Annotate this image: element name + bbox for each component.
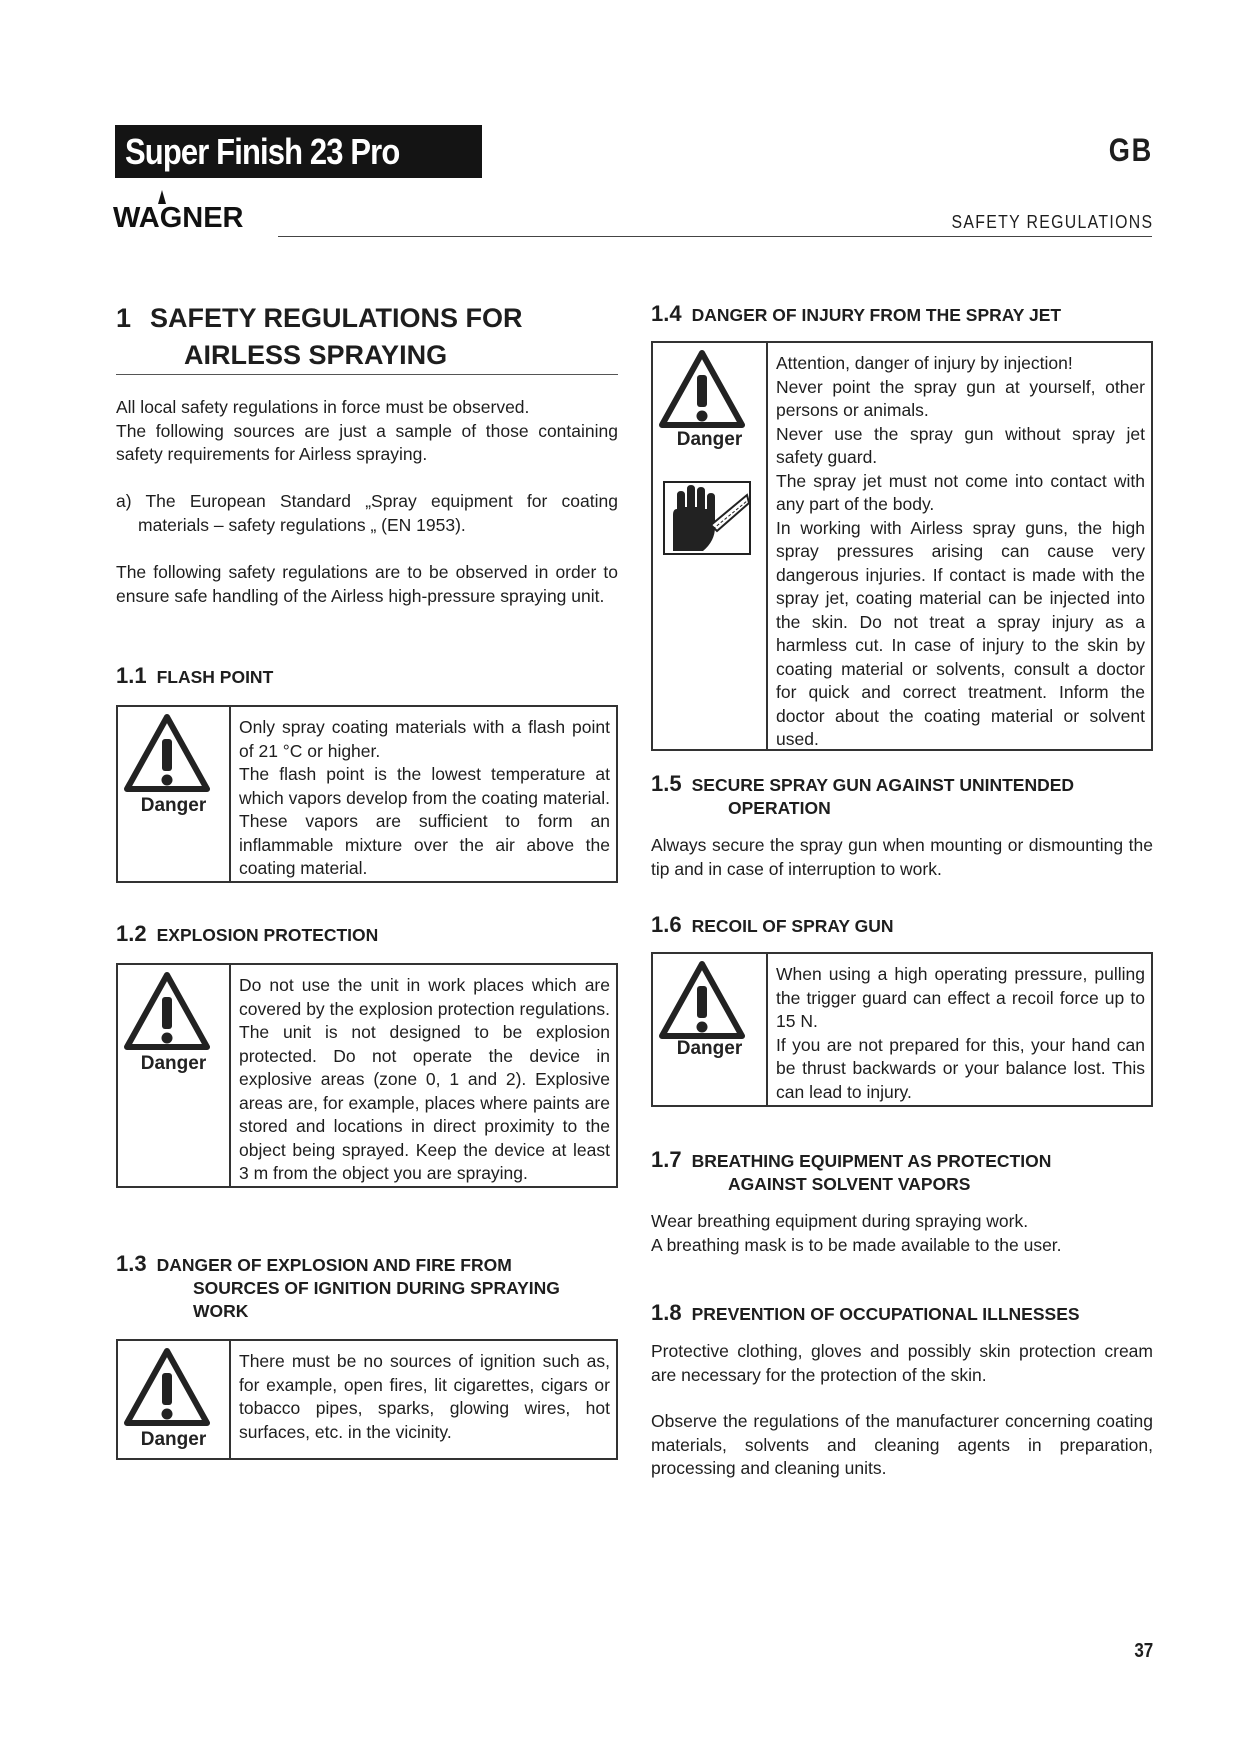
section-title-line2: SOURCES OF IGNITION DURING SPRAYING	[193, 1278, 560, 1298]
flash-point-text	[231, 707, 616, 881]
secure-gun-text: Always secure the spray gun when mounting or dismounting the tip and in case of interruption to work.	[651, 835, 1153, 879]
section-title: EXPLOSION PROTECTION	[156, 925, 379, 945]
section-1-5-heading	[651, 772, 1074, 820]
spray-jet-text	[768, 343, 1151, 749]
product-title-box	[115, 125, 482, 178]
breathing-text-line1: Wear breathing equipment during spraying work.	[651, 1211, 1029, 1231]
section-title-line2: AGAINST SOLVENT VAPORS	[728, 1174, 971, 1194]
product-title: Super Finish 23 Pro	[125, 131, 400, 172]
section-1-4-heading	[651, 302, 1061, 327]
following-paragraph: The following safety regulations are to be observed in order to ensure safe handling of the Airless high-pressure spraying unit.	[116, 562, 618, 606]
spray-jet-warning-box	[651, 341, 1153, 751]
intro-line2: The following sources are just a sample of those containing safety requirements for Airless spraying.	[116, 420, 618, 464]
section-1-7-heading	[651, 1148, 1051, 1196]
spray-jet-text-line2: Never point the spray gun at yourself, other persons or animals.	[776, 376, 1145, 420]
breathing-text-line2: A breathing mask is to be made available to the user.	[651, 1234, 1062, 1255]
standard-item: a) The European Standard „Spray equipment for coating materials – safety regulations „ (EN 1953).	[116, 491, 618, 535]
section-1-3-heading	[116, 1252, 560, 1323]
section-number: 1.5	[651, 771, 682, 796]
section-1-2-heading	[116, 922, 378, 947]
danger-icon-cell	[653, 954, 768, 1105]
danger-label: Danger	[676, 429, 743, 450]
chapter-title-line2: AIRLESS SPRAYING	[184, 340, 448, 370]
breathing-text	[651, 1210, 1153, 1257]
chapter-number: 1	[116, 303, 132, 333]
section-number: 1.3	[116, 1251, 147, 1276]
section-1-6-heading	[651, 913, 894, 938]
explosion-protection-warning-box	[116, 963, 618, 1188]
section-title: PREVENTION OF OCCUPATIONAL ILLNESSES	[691, 1304, 1080, 1324]
recoil-warning-box	[651, 952, 1153, 1107]
header-divider	[278, 236, 1152, 237]
section-title-line2: OPERATION	[728, 798, 831, 818]
section-number: 1.7	[651, 1147, 682, 1172]
danger-icon-cell	[653, 343, 768, 749]
warning-triangle-icon	[124, 971, 210, 1061]
section-1-1-heading	[116, 664, 273, 689]
warning-triangle-icon	[659, 349, 745, 439]
page-number: 37	[1134, 1640, 1153, 1662]
language-code: GB	[1108, 132, 1153, 168]
intro-line1: All local safety regulations in force must be observed.	[116, 397, 530, 417]
ignition-sources-warning-box	[116, 1339, 618, 1460]
section-title: RECOIL OF SPRAY GUN	[691, 916, 894, 936]
section-title-line1: DANGER OF EXPLOSION AND FIRE FROM	[156, 1255, 512, 1275]
warning-triangle-icon	[659, 960, 745, 1050]
intro-paragraph	[116, 396, 618, 467]
section-label: SAFETY REGULATIONS	[951, 212, 1153, 232]
danger-icon-cell	[118, 707, 231, 881]
recoil-text-line2: If you are not prepared for this, your hand can be thrust backwards or your balance lost. This can lead to injury.	[776, 1034, 1145, 1102]
section-number: 1.1	[116, 663, 147, 688]
section-title: FLASH POINT	[156, 667, 274, 687]
ignition-sources-text: There must be no sources of ignition such as, for example, open fires, lit cigarettes, cigars or tobacco pipes, sparks, glowing wires, hot surfaces, etc. in the vicinity.	[239, 1351, 610, 1442]
section-title-line1: SECURE SPRAY GUN AGAINST UNINTENDED	[691, 775, 1075, 795]
danger-label: Danger	[140, 1053, 207, 1074]
flash-point-text-line1: Only spray coating materials with a flash point of 21 °C or higher.	[239, 717, 610, 761]
chapter-heading	[116, 300, 618, 374]
wagner-logo	[113, 190, 273, 240]
section-number: 1.4	[651, 301, 682, 326]
flash-point-warning-box	[116, 705, 618, 883]
logo-text: WAGNER	[113, 202, 244, 234]
spray-jet-text-line1: Attention, danger of injury by injection!	[776, 353, 1073, 373]
section-title-line1: BREATHING EQUIPMENT AS PROTECTION	[691, 1151, 1052, 1171]
chapter-title-line1: SAFETY REGULATIONS FOR	[150, 303, 523, 333]
hand-injection-icon	[663, 481, 751, 555]
danger-label: Danger	[140, 795, 207, 816]
section-1-8-heading	[651, 1301, 1080, 1326]
chapter-rule	[116, 374, 618, 375]
recoil-text	[768, 954, 1151, 1105]
occupational-para2: Observe the regulations of the manufacturer concerning coating materials, solvents and cleaning agents in preparation, processing and cleaning units.	[651, 1411, 1153, 1478]
section-number: 1.6	[651, 912, 682, 937]
recoil-text-line1: When using a high operating pressure, pulling the trigger guard can effect a recoil force up to 15 N.	[776, 964, 1145, 1031]
warning-triangle-icon	[124, 713, 210, 803]
section-number: 1.2	[116, 921, 147, 946]
section-title-line3: WORK	[193, 1301, 249, 1321]
explosion-protection-text: Do not use the unit in work places which are covered by the explosion protection regulations. The unit is not designed to be explosion protected. Do not operate the device in explosive areas (zone 0, 1 and 2). Explosive areas are, for example, places where paints are stored and locations in direct proximity to the object being sprayed. Keep the device at least 3 m from the object you are spraying.	[239, 975, 610, 1183]
warning-triangle-icon	[124, 1347, 210, 1437]
section-number: 1.8	[651, 1300, 682, 1325]
spray-jet-text-line5: In working with Airless spray guns, the high spray pressures arising can cause very dangerous injuries. If contact is made with the spray jet, coating material can be injected into the skin. Do not treat a spray injury as a harmless cut. In case of injury to the skin by coating material or solvents, consult a doctor for quick and correct treatment. Inform the doctor about the coating material or solvent used.	[776, 517, 1145, 749]
occupational-para1: Protective clothing, gloves and possibly skin protection cream are necessary for the protection of the skin.	[651, 1341, 1153, 1385]
danger-icon-cell	[118, 965, 231, 1186]
spray-jet-text-line4: The spray jet must not come into contact with any part of the body.	[776, 470, 1145, 514]
flash-point-text-line2: The flash point is the lowest temperature at which vapors develop from the coating material. These vapors are sufficient to form an inflammable mixture over the air above the coating material.	[239, 764, 610, 878]
spray-jet-text-line3: Never use the spray gun without spray jet safety guard.	[776, 423, 1145, 467]
danger-label: Danger	[676, 1038, 743, 1059]
section-title: DANGER OF INJURY FROM THE SPRAY JET	[691, 305, 1062, 325]
danger-icon-cell	[118, 1341, 231, 1458]
danger-label: Danger	[140, 1429, 207, 1450]
